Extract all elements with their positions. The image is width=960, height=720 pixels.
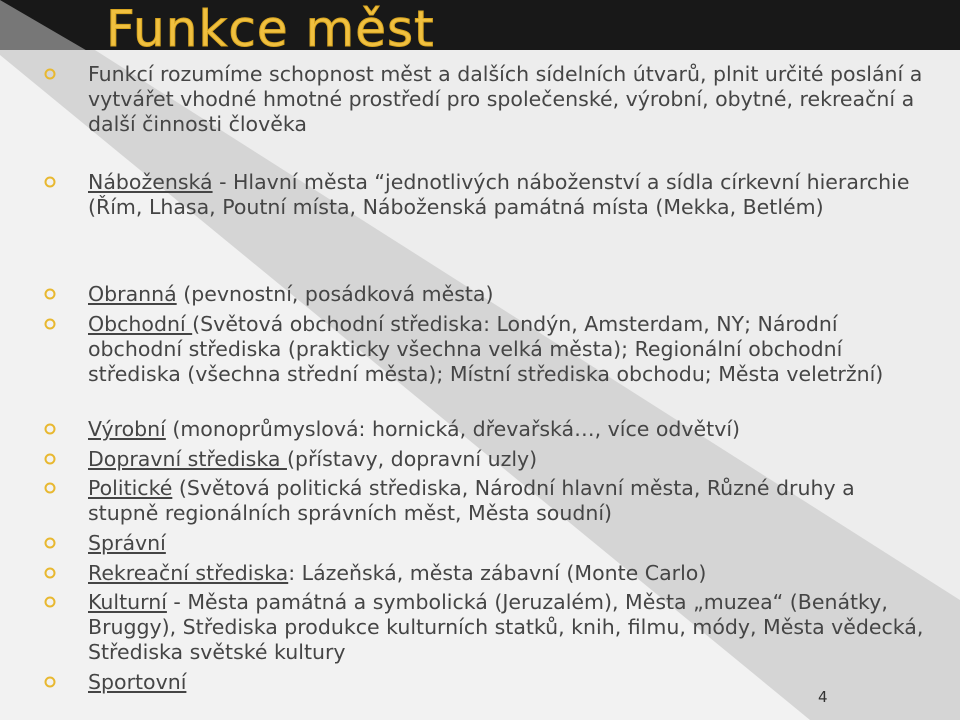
bullet-ring-icon: [44, 62, 88, 137]
item-lead[interactable]: Politické: [88, 476, 173, 500]
list-item: [44, 282, 924, 307]
bullet-ring-icon: [44, 561, 88, 586]
item-text: (Světová politická střediska, Národní hlavní města, Různé druhy a stupně regionálních správních měst, Města soudní): [88, 476, 855, 525]
bullet-ring-icon: [44, 590, 88, 665]
list-item: [44, 670, 924, 695]
list-item: [44, 531, 924, 556]
bullet-ring-icon: [44, 417, 88, 442]
list-item: [44, 312, 924, 387]
bullet-ring-icon: [44, 282, 88, 307]
item-lead[interactable]: Obchodní: [88, 312, 193, 336]
item-lead[interactable]: Výrobní: [88, 417, 166, 441]
list-item: [44, 447, 924, 472]
bullet-ring-icon: [44, 312, 88, 387]
list-item: [44, 590, 924, 665]
page-number: 4: [818, 688, 828, 706]
item-text: - Města památná a symbolická (Jeruzalém), Města „muzea“ (Benátky, Bruggy), Střediska produkce kulturních statků, knih, filmu, módy, Města vědecká, Střediska světské kultury: [88, 590, 924, 664]
item-lead[interactable]: Náboženská: [88, 170, 213, 194]
bullet-ring-icon: [44, 670, 88, 695]
list-item: [44, 561, 924, 586]
bullet-ring-icon: [44, 170, 88, 220]
item-text: (Světová obchodní střediska: Londýn, Amsterdam, NY; Národní obchodní střediska (prakticky všechna velká města); Regionální obchodní střediska (všechna střední města); Místní střediska obchodu; Města veletržní): [88, 312, 884, 386]
bullet-ring-icon: [44, 531, 88, 556]
slide-title: Funkce měst: [106, 0, 435, 58]
item-text: (monoprůmyslová: hornická, dřevařská…, více odvětví): [165, 417, 741, 441]
item-lead[interactable]: Správní: [88, 531, 166, 555]
item-text: (přístavy, dopravní uzly): [286, 447, 538, 471]
list-item: [44, 170, 924, 220]
item-text: : Lázeňská, města zábavní (Monte Carlo): [288, 561, 707, 585]
item-lead[interactable]: Kulturní: [88, 590, 167, 614]
item-lead[interactable]: Obranná: [88, 282, 177, 306]
list-item: [44, 476, 924, 526]
list-item: [44, 417, 924, 442]
list-item: [44, 62, 924, 137]
item-text: - Hlavní města “jednotlivých náboženství a sídla církevní hierarchie (Řím, Lhasa, Poutní místa, Náboženská památná místa (Mekka, Betlém): [88, 170, 910, 219]
item-text: Funkcí rozumíme schopnost měst a dalších sídelních útvarů, plnit určité poslání a vytvářet vhodné hmotné prostředí pro společenské, výrobní, obytné, rekreační a další činnosti člověka: [88, 62, 923, 136]
item-lead[interactable]: Rekreační střediska: [88, 561, 289, 585]
item-lead[interactable]: Dopravní střediska: [88, 447, 287, 471]
bullet-ring-icon: [44, 447, 88, 472]
bullet-ring-icon: [44, 476, 88, 526]
item-text: (pevnostní, posádková města): [176, 282, 494, 306]
item-lead[interactable]: Sportovní: [88, 670, 187, 694]
